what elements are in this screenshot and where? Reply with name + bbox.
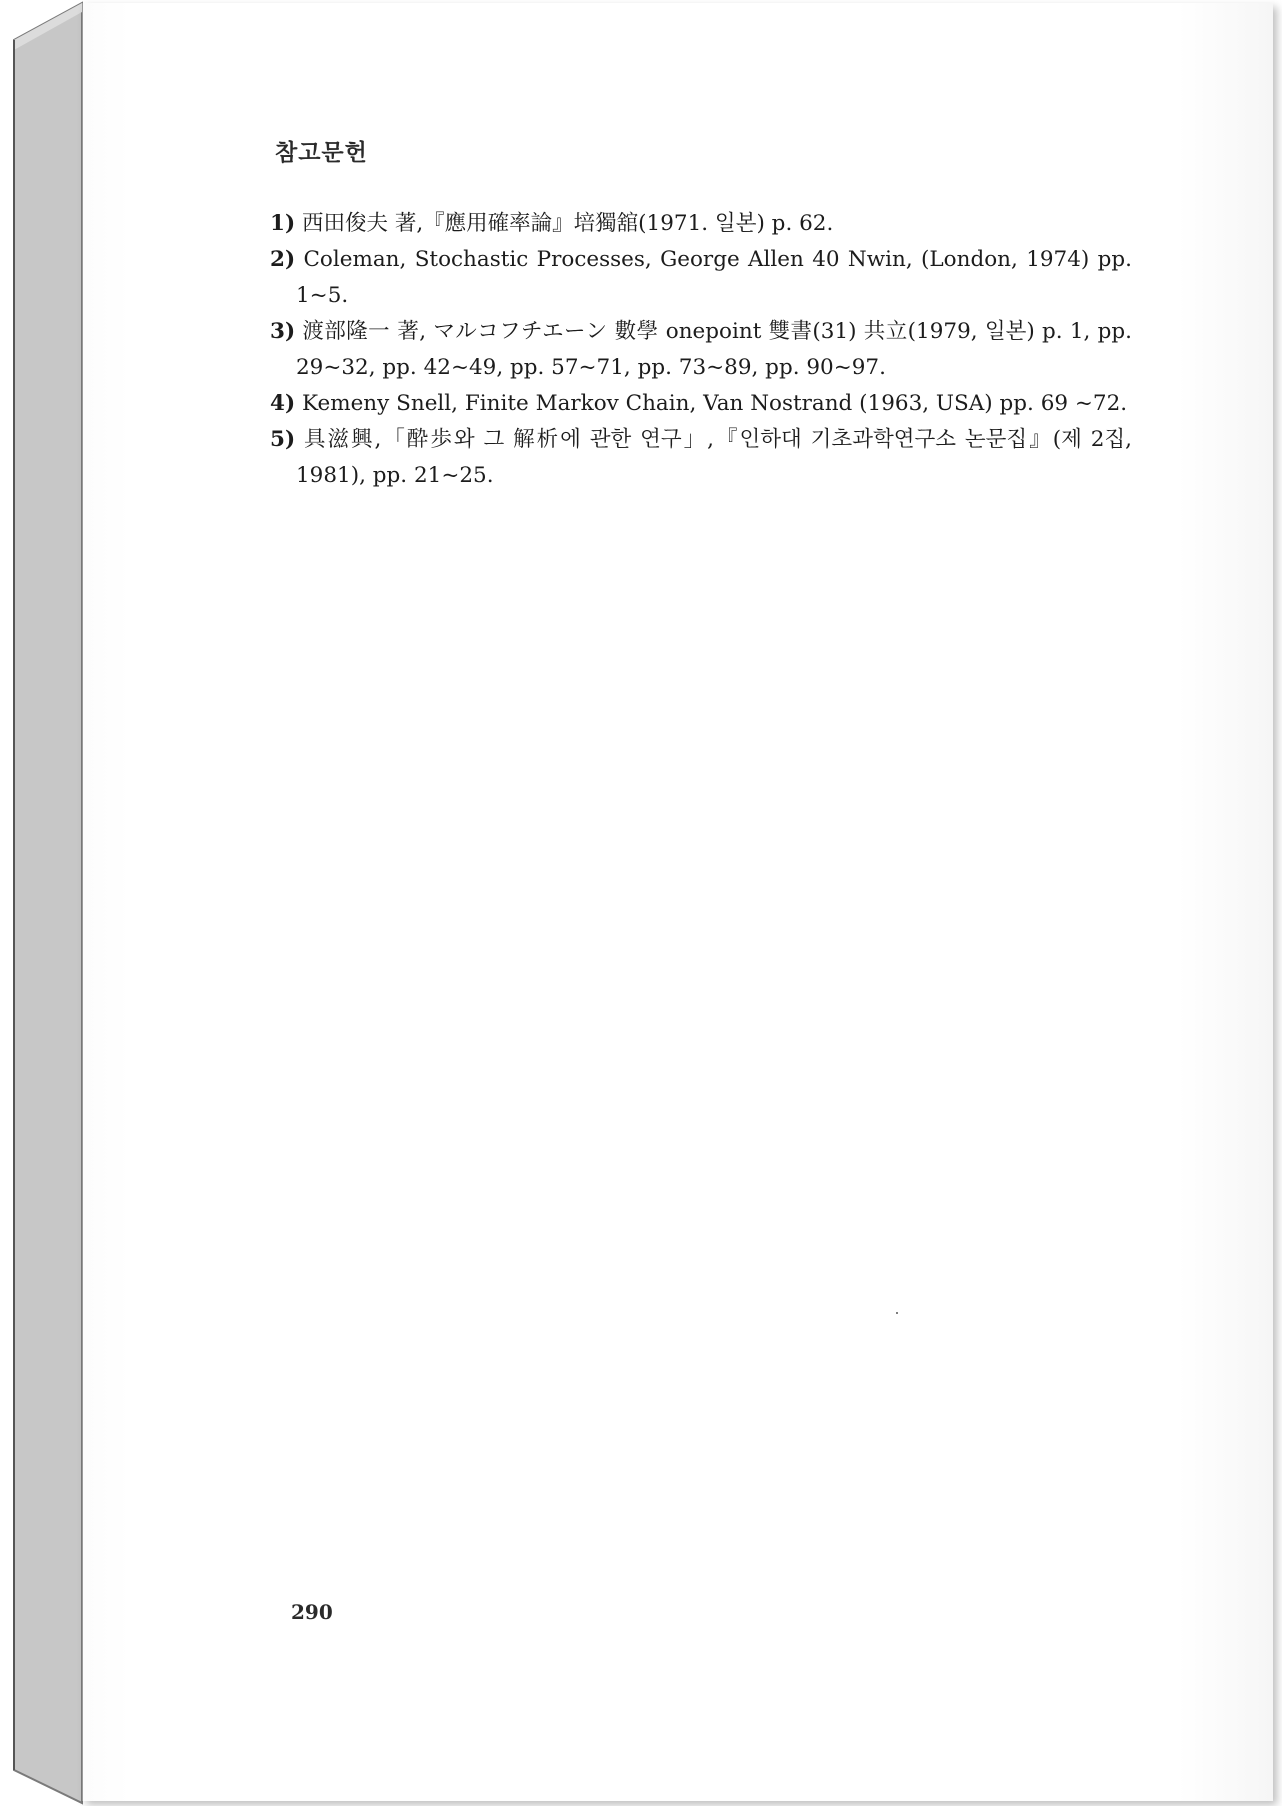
reference-text: Kemeny Snell, Finite Markov Chain, Van Nostrand (1963, USA) pp. 69 ~72. — [301, 391, 1128, 416]
reference-list — [270, 206, 1132, 494]
reference-text: 渡部隆一 著, マルコフチエーン 數學 onepoint 雙書(31) 共立(1979, 일본) p. 1, pp. 29~32, pp. 42~49, pp. 57~71, pp. 73~89, pp. 90~97. — [296, 319, 1132, 380]
reference-text: 具滋興,「酔歩와 그 解析에 관한 연구」,『인하대 기초과학연구소 논문집』(제 2집, 1981), pp. 21~25. — [296, 427, 1132, 488]
page-number: 290 — [291, 1600, 333, 1624]
reference-item — [270, 422, 1132, 494]
reference-text: 西田俊夫 著,『應用確率論』培獨舘(1971. 일본) p. 62. — [301, 211, 834, 236]
reference-number: 4) — [270, 391, 296, 416]
reference-item — [270, 386, 1132, 422]
reference-item — [270, 314, 1132, 386]
reference-item — [270, 206, 1132, 242]
reference-number: 5) — [270, 427, 296, 452]
reference-item — [270, 242, 1132, 314]
page-title: 참고문헌 — [275, 140, 368, 166]
reference-text: Coleman, Stochastic Processes, George Allen 40 Nwin, (London, 1974) pp. 1~5. — [296, 247, 1132, 308]
dust-speck — [896, 1312, 898, 1314]
reference-number: 3) — [270, 319, 296, 344]
reference-number: 2) — [270, 247, 296, 272]
reference-number: 1) — [270, 211, 296, 236]
